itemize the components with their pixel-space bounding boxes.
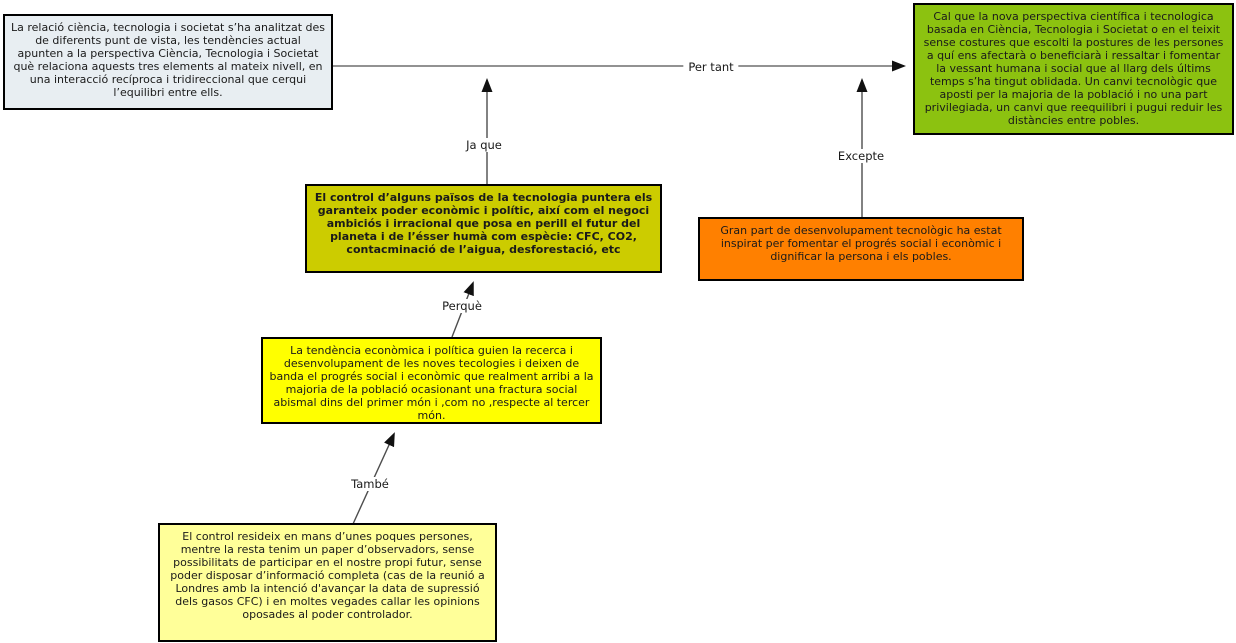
link-label-ja-que[interactable]: Ja que — [461, 138, 507, 152]
node-tendencia-economica-politica[interactable] — [261, 337, 602, 424]
link-label-perque[interactable]: Perquè — [437, 299, 487, 313]
node-text: El control resideix en mans d’unes poques persones, mentre la resta tenim un paper d’observadors, sense possibilitats de participar en el nostre propi futur, sense poder disposar d’informació completa (cas de la reunió a Londres amb la intenció d'avançar la data de supressió dels gasos CFC) i en moltes vegades callar les opinions oposades al poder controlador. — [170, 530, 485, 621]
node-nova-perspectiva-cientifica[interactable] — [913, 3, 1234, 135]
node-text: Cal que la nova perspectiva científica i tecnologica basada en Ciència, Tecnologia i Societat o en el teixit sense costures que escolti la postures de les persones a quí ens afectarà o beneficiarà i ressaltar i fomentar la vessant humana i social que al llarg dels últims temps s’ha tingut oblidada. Un canvi tecnològic que aposti per la majoria de la població i no una part privilegiada, un canvi que reequilibri i pugui reduir les distàncies entre pobles. — [923, 10, 1224, 127]
link-label-excepte[interactable]: Excepte — [833, 149, 889, 163]
node-perspectiva-cts[interactable] — [3, 14, 333, 110]
node-control-poques-persones[interactable] — [158, 523, 497, 642]
node-text: El control d’alguns països de la tecnologia puntera els garanteix poder econòmic i polític, així com el negoci ambiciós i irracional que posa en perill el futur del planeta i de l’ésser humà com espècie: CFC, CO2, contacminació de l’aigua, desforestació, etc — [314, 191, 653, 256]
link-label-per-tant[interactable]: Per tant — [683, 60, 738, 74]
link-label-tambe[interactable]: També — [346, 477, 394, 491]
node-control-tecnologia-puntera[interactable] — [305, 184, 662, 273]
node-text: La tendència econòmica i política guien la recerca i desenvolupament de les noves tecologies i deixen de banda el progrés social i econòmic que realment arribi a la majoria de la població ocasionant una fractura social abismal dins del primer món i ,com no ,respecte al tercer món. — [269, 344, 594, 422]
node-text: Gran part de desenvolupament tecnològic ha estat inspirat per fomentar el progrés social i econòmic i dignificar la persona i els pobles. — [720, 224, 1002, 263]
node-text: La relació ciència, tecnologia i societat s’ha analitzat des de diferents punt de vista, les tendències actual apunten a la perspectiva Ciència, Tecnologia i Societat què relaciona aquests tres elements al mateix nivell, en una interacció recíproca i tridireccional que cerqui l’equilibri entre ells. — [11, 21, 325, 99]
node-desenvolupament-tecnologic-inspirat[interactable] — [698, 217, 1024, 281]
